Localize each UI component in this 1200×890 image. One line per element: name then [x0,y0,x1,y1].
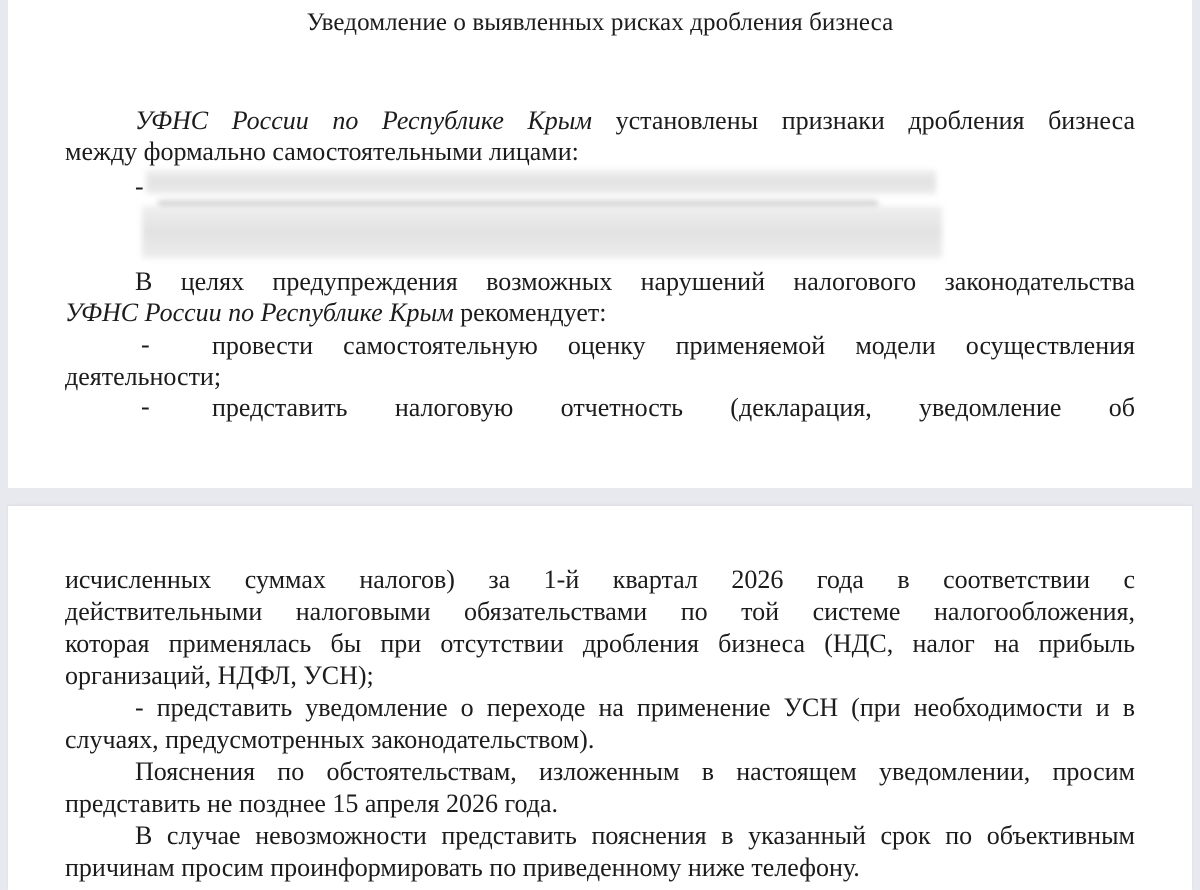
cont-line-3: которая применялась бы при отсутствии дробления бизнеса (НДС, налог на прибыль [65,629,1135,658]
document-page-2 [8,506,1192,890]
cont-line-1: исчисленных суммах налогов) за 1-й квартал 2026 года в соответствии с [65,565,1135,594]
cont-line-2: действительными налоговыми обязательствами по той системе налогообложения, [65,597,1135,626]
explanation-line-2: представить не позднее 15 апреля 2026 года. [65,789,559,818]
rec1-line-2: деятельности; [65,362,222,391]
redacted-list-dash: - [135,172,144,201]
cont-line-4: организаций, НДФЛ, УСН); [65,661,374,690]
intro-text: установлены признаки дробления бизнеса [592,106,1135,135]
rec2-dash: - [141,392,150,421]
document-title: Уведомление о выявленных рисках дробления бизнеса [306,9,894,36]
authority-name: УФНС России по Республике Крым [65,298,454,327]
authority-name: УФНС России по Республике Крым [135,106,593,135]
case-line-2: причинам просим проинформировать по приведенному ниже телефону. [65,853,860,882]
goal-line-2: УФНС России по Республике Крым рекомендует: [65,298,607,327]
usn-line-1: - представить уведомление о переходе на применение УСН (при необходимости и в [135,693,1135,722]
rec2-line-1: представить налоговую отчетность (декларация, уведомление об [212,393,1135,422]
rec1-dash: - [141,330,150,359]
rec1-line-1: провести самостоятельную оценку применяемой модели осуществления [212,331,1135,360]
intro-line-1 [65,105,1135,136]
intro-line-2: между формально самостоятельными лицами: [65,137,579,166]
redacted-block [142,206,942,258]
usn-line-2: случаях, предусмотренных законодательством). [65,725,595,754]
redacted-block [146,170,936,194]
goal-line-1: В целях предупреждения возможных нарушений налогового законодательства [135,267,1135,296]
document-page-1 [8,0,1192,488]
case-line-1: В случае невозможности представить пояснения в указанный срок по объективным [135,821,1135,850]
explanation-line-1: Пояснения по обстоятельствам, изложенным в настоящем уведомлении, просим [135,757,1135,786]
